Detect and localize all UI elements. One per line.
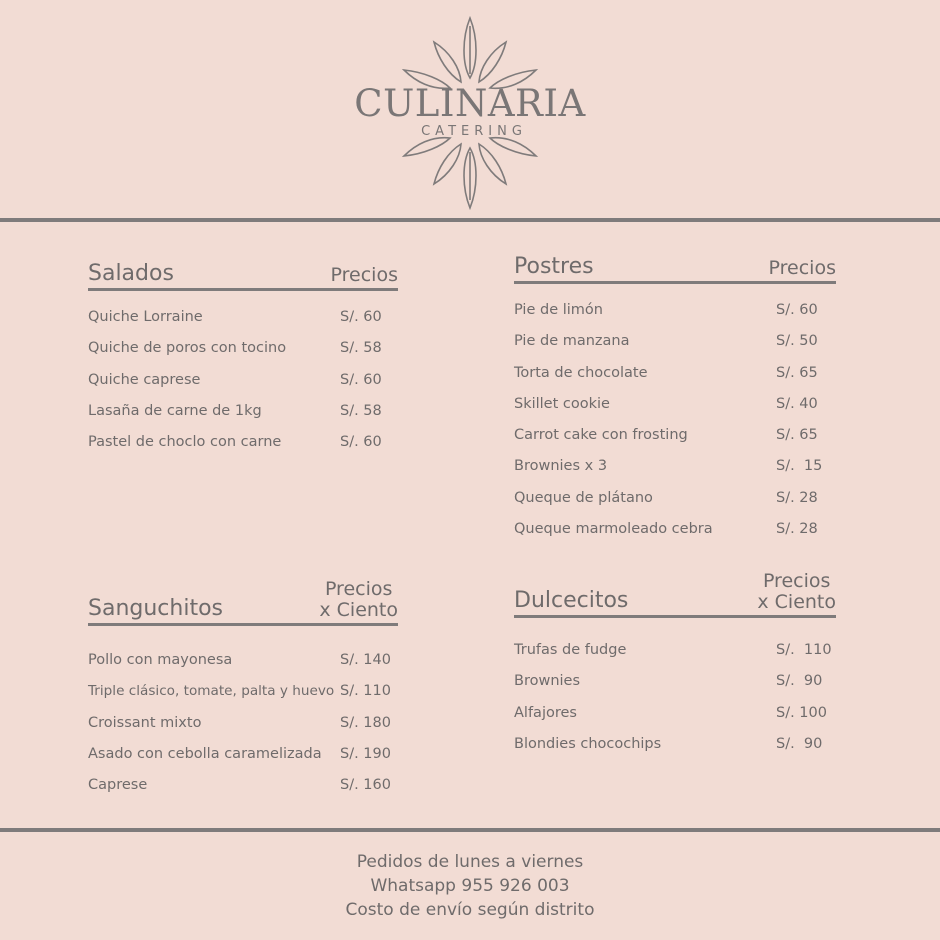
item-price: S/. 50 — [776, 333, 818, 350]
section-sanguchitos — [88, 576, 398, 802]
item-name: Trufas de fudge — [514, 642, 627, 658]
item-price: S/. 160 — [340, 777, 391, 794]
price-header: Precios — [330, 264, 398, 286]
item-name: Torta de chocolate — [514, 364, 648, 381]
section-header — [88, 248, 398, 291]
item-price: S/. 60 — [340, 434, 382, 451]
price-header — [757, 571, 836, 613]
item-price: S/. 58 — [340, 402, 382, 419]
item-price: S/. 65 — [776, 427, 818, 444]
bottom-divider — [0, 828, 940, 832]
section-header — [514, 241, 836, 284]
menu-item — [514, 296, 836, 327]
item-price: S/. 180 — [340, 714, 391, 731]
item-name: Brownies — [514, 673, 581, 690]
item-price: S/. 60 — [340, 371, 382, 388]
item-name: Blondies chocochips — [514, 735, 662, 752]
menu-item — [88, 334, 398, 365]
section-dulcecitos — [514, 568, 836, 761]
menu-item — [514, 667, 836, 698]
menu-item — [514, 515, 836, 546]
section-header — [88, 576, 398, 626]
brand-name: CULINARIA — [354, 82, 586, 125]
item-name: Pie de manzana — [514, 333, 630, 350]
menu-item — [88, 740, 398, 771]
item-name: Pastel de choclo con carne — [88, 434, 282, 451]
price-header-line1: Precios — [762, 570, 831, 592]
item-price: S/. 15 — [776, 458, 823, 475]
item-name: Queque de plátano — [514, 489, 653, 506]
footer-info — [0, 850, 940, 922]
menu-item — [514, 327, 836, 358]
top-divider — [0, 218, 940, 222]
item-name: Asado con cebolla caramelizada — [88, 745, 322, 762]
item-price: S/. 90 — [776, 735, 823, 752]
menu-item — [514, 390, 836, 421]
footer-whatsapp: Whatsapp 955 926 003 — [370, 876, 570, 896]
menu-item — [88, 303, 398, 334]
item-price: S/. 60 — [340, 309, 382, 325]
menu-item — [88, 677, 398, 708]
item-name: Quiche de poros con tocino — [88, 340, 287, 357]
item-name: Quiche Lorraine — [88, 309, 203, 325]
menu-item — [88, 397, 398, 428]
section-title: Sanguchitos — [88, 596, 223, 621]
menu-item — [514, 636, 836, 667]
brand-logo — [0, 0, 940, 215]
item-price: S/. 110 — [776, 642, 832, 658]
section-title: Postres — [514, 254, 594, 279]
item-price: S/. 65 — [776, 364, 818, 381]
section-header — [514, 568, 836, 618]
item-name: Caprese — [88, 777, 148, 794]
price-header — [319, 579, 398, 621]
item-name: Croissant mixto — [88, 714, 202, 731]
item-price: S/. 90 — [776, 673, 823, 690]
price-header-line2: x Ciento — [319, 599, 398, 621]
item-name: Alfajores — [514, 704, 577, 721]
price-header: Precios — [768, 257, 836, 279]
item-name: Lasaña de carne de 1kg — [88, 402, 262, 419]
item-price: S/. 58 — [340, 340, 382, 357]
item-price: S/. 100 — [776, 704, 827, 721]
menu-item — [514, 359, 836, 390]
section-salados — [88, 248, 398, 459]
item-name: Pollo con mayonesa — [88, 652, 233, 668]
section-title: Dulcecitos — [514, 588, 629, 613]
item-name: Carrot cake con frosting — [514, 427, 688, 444]
item-price: S/. 28 — [776, 521, 818, 538]
menu-item — [514, 452, 836, 483]
item-name: Pie de limón — [514, 302, 603, 318]
menu-item — [88, 646, 398, 677]
menu-item — [88, 771, 398, 802]
menu-item — [514, 699, 836, 730]
item-price: S/. 60 — [776, 302, 818, 318]
price-header-line1: Precios — [324, 578, 393, 600]
item-price: S/. 110 — [340, 683, 391, 700]
item-name: Skillet cookie — [514, 395, 610, 412]
item-price: S/. 140 — [340, 652, 391, 668]
item-name: Quiche caprese — [88, 371, 201, 388]
menu-item — [514, 730, 836, 761]
item-name: Brownies x 3 — [514, 458, 608, 475]
menu-item — [88, 366, 398, 397]
item-price: S/. 190 — [340, 745, 391, 762]
item-price: S/. 28 — [776, 489, 818, 506]
item-name: Queque marmoleado cebra — [514, 521, 713, 538]
price-header-line2: x Ciento — [757, 591, 836, 613]
menu-item — [88, 428, 398, 459]
menu-item — [514, 421, 836, 452]
section-postres — [514, 241, 836, 546]
menu-item — [88, 709, 398, 740]
item-price: S/. 40 — [776, 395, 818, 412]
section-title: Salados — [88, 261, 174, 286]
footer-shipping: Costo de envío según distrito — [345, 900, 595, 920]
item-name: Triple clásico, tomate, palta y huevo — [88, 683, 335, 700]
menu-item — [514, 484, 836, 515]
footer-order-days: Pedidos de lunes a viernes — [356, 852, 584, 872]
brand-subtitle: CATERING — [421, 124, 527, 139]
